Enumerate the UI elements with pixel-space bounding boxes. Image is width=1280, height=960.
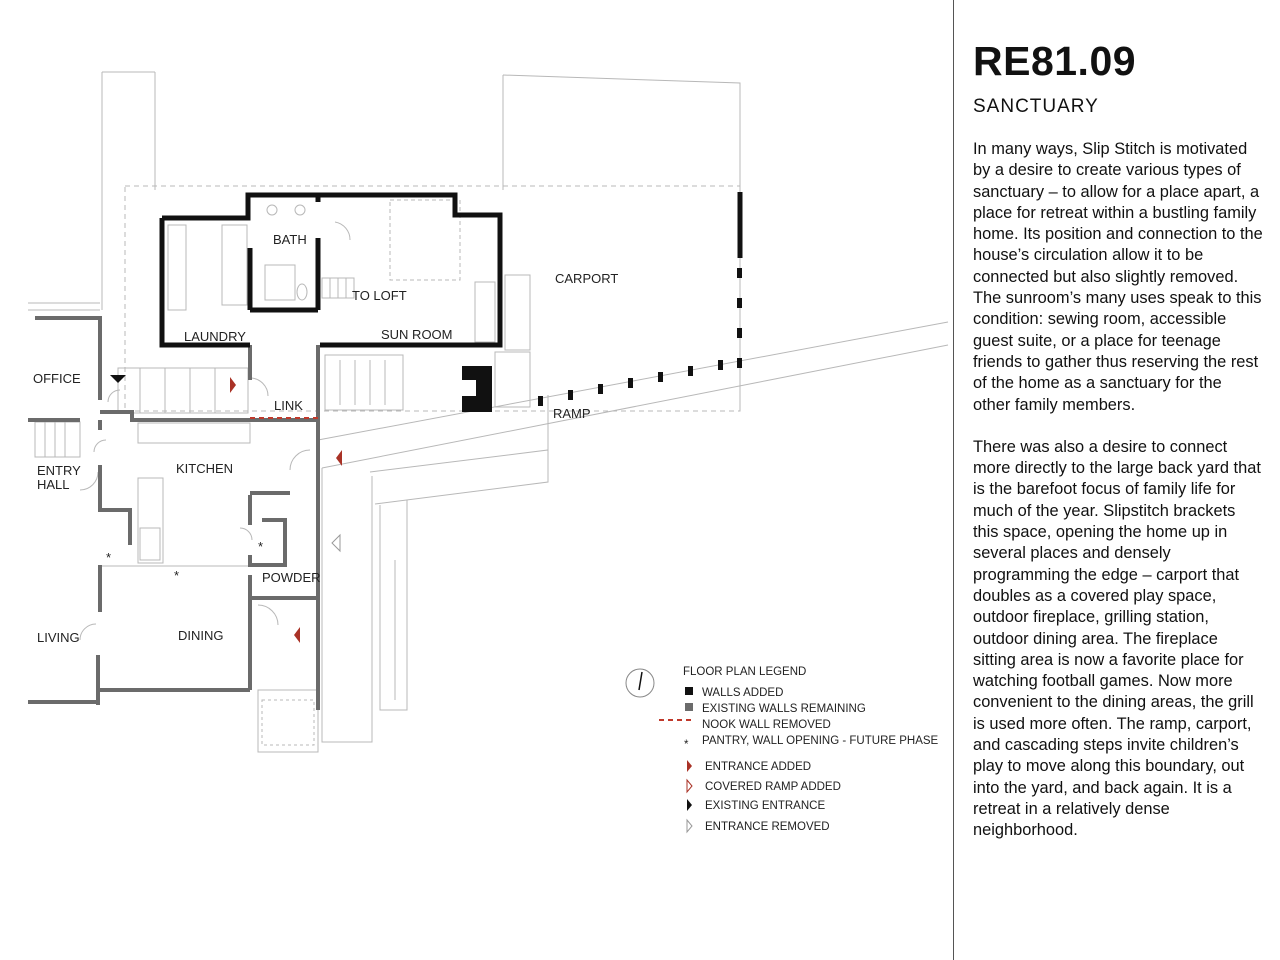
future-opening-asterisk: * [106, 550, 112, 565]
legend-label: ENTRANCE REMOVED [705, 821, 830, 833]
room-label-kitchen: KITCHEN [176, 461, 234, 476]
legend-covered-ramp-icon [687, 780, 692, 792]
legend-entrance-added-icon [687, 760, 692, 772]
room-label-hall: HALL [37, 477, 70, 492]
entrance-added-marker [230, 377, 236, 393]
panel-divider [953, 0, 954, 960]
future-opening-asterisk: * [258, 539, 264, 554]
legend-label: COVERED RAMP ADDED [705, 781, 841, 793]
project-subtitle: SANCTUARY [973, 96, 1099, 117]
legend-label: EXISTING ENTRANCE [705, 800, 826, 812]
room-label-to-loft: TO LOFT [352, 288, 407, 303]
room-label-office: OFFICE [33, 371, 81, 386]
room-label-powder: POWDER [262, 570, 321, 585]
room-label-living: LIVING [37, 630, 80, 645]
entrance-added-marker [294, 627, 300, 643]
entrance-added-marker [336, 450, 342, 466]
legend-label: NOOK WALL REMOVED [702, 719, 831, 731]
room-label-link: LINK [274, 398, 303, 413]
carport-posts [538, 268, 742, 406]
room-label-dining: DINING [178, 628, 224, 643]
entrance-removed-marker [332, 535, 340, 551]
legend-existing-entrance-icon [687, 799, 692, 811]
room-label-sun-room: SUN ROOM [381, 327, 453, 342]
room-label-bath: BATH [273, 232, 307, 247]
legend-label: WALLS ADDED [702, 687, 784, 699]
description-panel [973, 38, 1263, 842]
legend-entrance-removed-icon [687, 820, 692, 832]
room-label-laundry: LAUNDRY [184, 329, 246, 344]
floor-plan-legend [626, 666, 939, 833]
legend-label: PANTRY, WALL OPENING - FUTURE PHASE [702, 735, 939, 747]
room-label-ramp: RAMP [553, 406, 591, 421]
legend-label: EXISTING WALLS REMAINING [702, 703, 866, 715]
room-label-entry: ENTRY [37, 463, 81, 478]
room-label-carport: CARPORT [555, 271, 619, 286]
legend-label: ENTRANCE ADDED [705, 761, 812, 773]
description-paragraph: In many ways, Slip Stitch is motivated by a desire to create various types of sanctuary – to allow for a place apart, a place for retreat within a bustling family home. Its position and connection to the house’s circulation allow it to be connected but also slightly removed. The sunroom’s many uses speak to this condition: sewing room, accessible guest suite, or a place for teenage friends to gather thus reserving the rest of the home as a sanctuary for the other family members. [973, 140, 1263, 414]
legend-existing-walls-icon [685, 703, 693, 711]
legend-title: FLOOR PLAN LEGEND [683, 666, 807, 678]
project-code: RE81.09 [973, 38, 1137, 84]
legend-asterisk-icon: * [684, 739, 689, 751]
existing-entrance-marker [110, 375, 126, 383]
legend-walls-added-icon [685, 687, 693, 695]
future-opening-asterisk: * [174, 568, 180, 583]
description-paragraph: There was also a desire to connect more directly to the large back yard that is the barefoot focus of family life for much of the year. Slipstitch brackets this space, opening the home up in several places and densely programming the edge – carport that doubles as a covered play space, outdoor fireplace, grilling station, outdoor dining area. The fireplace sitting area is now a favorite place for watching football games. Now more convenient to the dining areas, the grill is used more often. The ramp, carport, and cascading steps invite children’s play to move along this boundary, out into the yard, and back again. It is a retreat in a relatively dense neighborhood. [973, 437, 1261, 840]
